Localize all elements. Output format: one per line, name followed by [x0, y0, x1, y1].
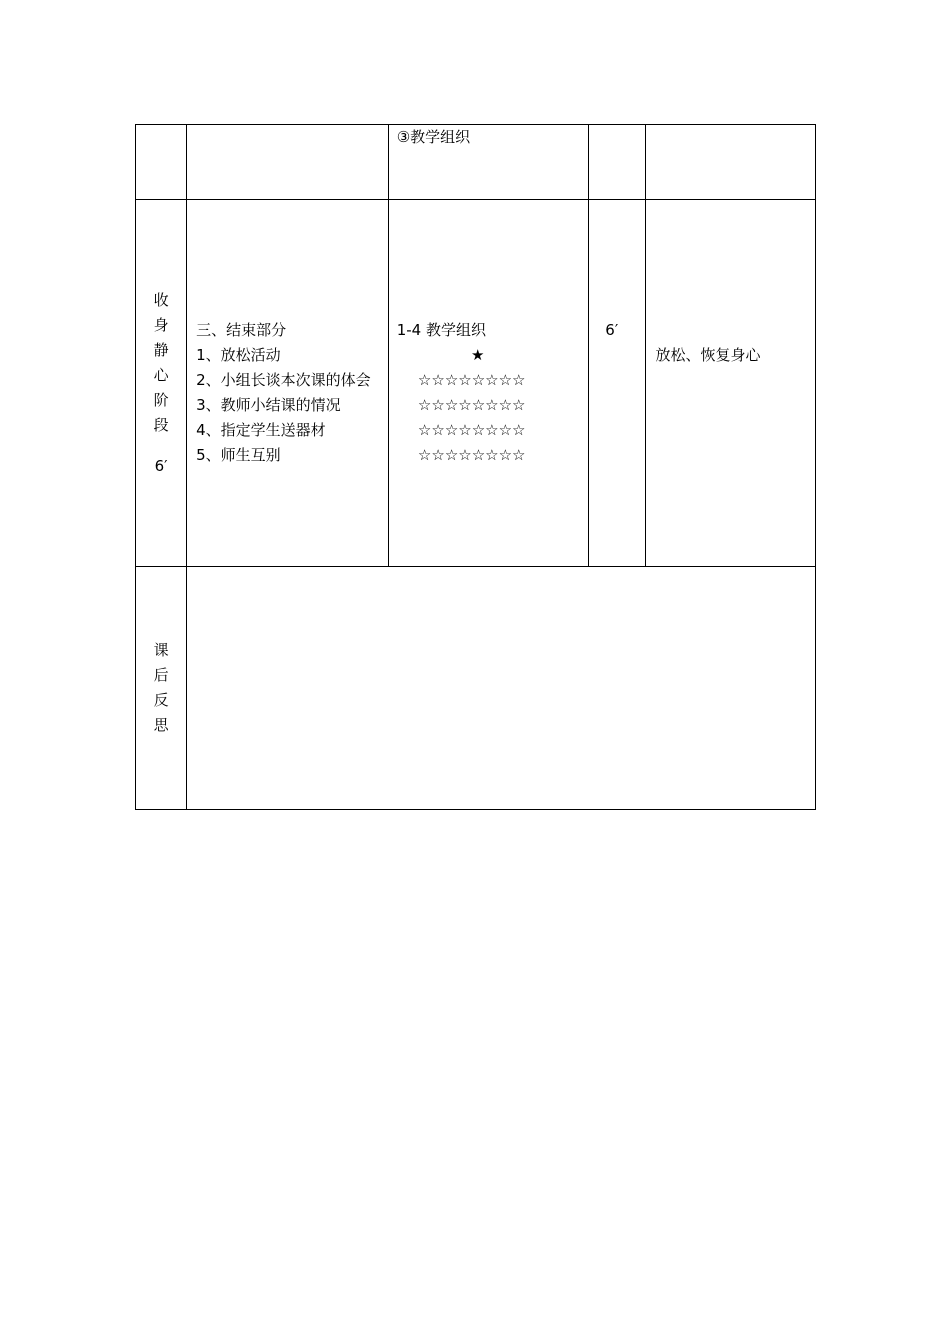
lesson-plan-table — [135, 124, 816, 810]
stage-char: 身 — [153, 315, 169, 334]
table-row-reflection — [136, 567, 816, 810]
time-value: 6′ — [605, 321, 619, 339]
student-row: ☆☆☆☆☆☆☆☆ — [417, 371, 526, 389]
reflection-char: 后 — [153, 666, 169, 684]
organization-cell — [388, 125, 589, 200]
stage-cell-empty — [136, 125, 187, 200]
student-row: ☆☆☆☆☆☆☆☆ — [417, 421, 526, 439]
content-item: 4、指定学生送器材 — [196, 421, 326, 439]
content-item: 3、教师小结课的情况 — [196, 396, 341, 414]
teacher-star-icon: ★ — [470, 346, 485, 364]
time-cell-empty — [589, 125, 646, 200]
reflection-char: 课 — [153, 641, 169, 659]
reflection-char: 反 — [153, 691, 169, 709]
reflection-char: 思 — [153, 716, 169, 734]
organization-title: 1-4 教学组织 — [396, 321, 486, 339]
stage-char: 段 — [153, 415, 169, 434]
table-row-top — [136, 125, 816, 200]
time-cell — [589, 200, 646, 567]
stage-time: 6′ — [154, 456, 168, 475]
content-cell-empty — [187, 125, 389, 200]
organization-label: ③教学组织 — [396, 128, 471, 146]
reflection-label-cell — [136, 567, 187, 810]
goal-cell — [646, 200, 816, 567]
student-row: ☆☆☆☆☆☆☆☆ — [417, 396, 526, 414]
content-item: 5、师生互别 — [196, 446, 281, 464]
reflection-content-cell[interactable] — [187, 567, 816, 810]
stage-char: 阶 — [153, 390, 169, 409]
goal-text: 放松、恢复身心 — [655, 346, 761, 364]
stage-char: 心 — [153, 365, 169, 384]
content-item: 1、放松活动 — [196, 346, 281, 364]
stage-label-cell — [136, 200, 187, 567]
student-row: ☆☆☆☆☆☆☆☆ — [417, 446, 526, 464]
stage-char: 收 — [153, 290, 169, 309]
stage-char: 静 — [153, 340, 169, 359]
table-row-closing — [136, 200, 816, 567]
goal-cell-empty — [646, 125, 816, 200]
content-heading: 三、结束部分 — [196, 321, 287, 339]
content-cell — [187, 200, 389, 567]
content-item: 2、小组长谈本次课的体会 — [196, 371, 371, 389]
organization-diagram-cell — [388, 200, 589, 567]
